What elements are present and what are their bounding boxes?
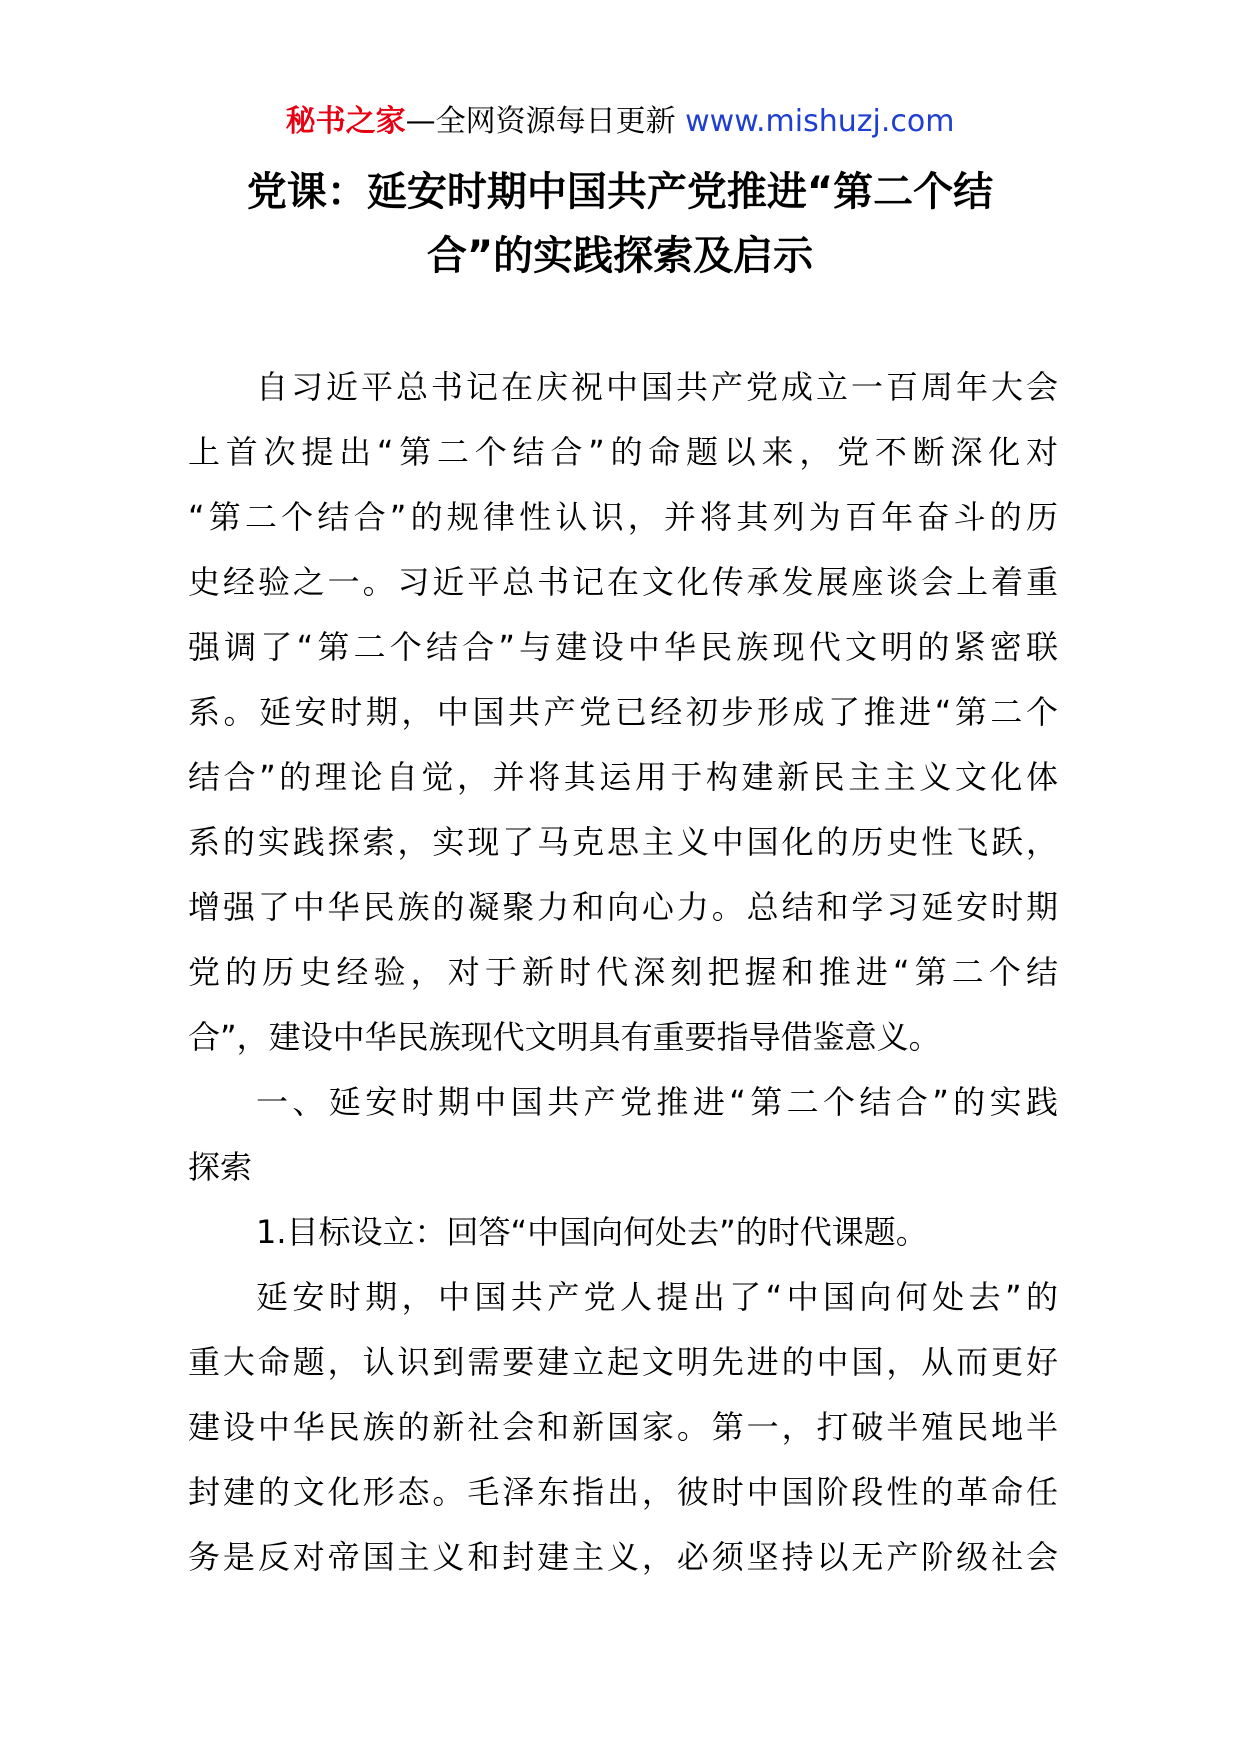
paragraph-line: 党的历史经验，对于新时代深刻把握和推进“第二个结 (188, 953, 1058, 991)
paragraph-line: 务是反对帝国主义和封建主义，必须坚持以无产阶级社会 (188, 1538, 1058, 1576)
paragraph-line: 结合”的理论自觉，并将其运用于构建新民主主义文化体 (188, 758, 1058, 796)
subsection-heading-line: 1.目标设立：回答“中国向何处去”的时代课题。 (256, 1213, 928, 1251)
section-heading-line: 一、延安时期中国共产党推进“第二个结合”的实践 (256, 1083, 1058, 1121)
paragraph-line: 封建的文化形态。毛泽东指出，彼时中国阶段性的革命任 (188, 1473, 1058, 1511)
paragraph-line: 合”，建设中华民族现代文明具有重要指导借鉴意义。 (188, 1018, 941, 1056)
document-body (188, 355, 1058, 1590)
paragraph-line: 强调了“第二个结合”与建设中华民族现代文明的紧密联 (188, 628, 1058, 666)
paragraph-line: “第二个结合”的规律性认识，并将其列为百年奋斗的历 (188, 498, 1058, 536)
title-line-2: 合”的实践探索及启示 (426, 233, 814, 279)
paragraph-line: 建设中华民族的新社会和新国家。第一，打破半殖民地半 (188, 1408, 1058, 1446)
section-heading-line: 探索 (188, 1148, 253, 1186)
paragraph-line: 史经验之一。习近平总书记在文化传承发展座谈会上着重 (188, 563, 1058, 601)
paragraph-line: 延安时期，中国共产党人提出了“中国向何处去”的 (256, 1278, 1058, 1316)
paragraph-line: 重大命题，认识到需要建立起文明先进的中国，从而更好 (188, 1343, 1058, 1381)
paragraph-line: 增强了中华民族的凝聚力和向心力。总结和学习延安时期 (188, 888, 1058, 926)
site-header (0, 100, 1240, 144)
document-title (190, 160, 1050, 288)
paragraph-line: 系的实践探索，实现了马克思主义中国化的历史性飞跃， (188, 823, 1058, 861)
paragraph-line: 上首次提出“第二个结合”的命题以来，党不断深化对 (188, 433, 1058, 471)
header-slogan: —全网资源每日更新 (405, 104, 686, 139)
paragraph-line: 自习近平总书记在庆祝中国共产党成立一百周年大会 (256, 368, 1058, 406)
brand-name: 秘书之家 (285, 104, 406, 139)
paragraph-line: 系。延安时期，中国共产党已经初步形成了推进“第二个 (188, 693, 1058, 731)
site-url-link[interactable]: www.mishuzj.com (685, 104, 955, 139)
title-line-1: 党课：延安时期中国共产党推进“第二个结 (246, 169, 994, 215)
